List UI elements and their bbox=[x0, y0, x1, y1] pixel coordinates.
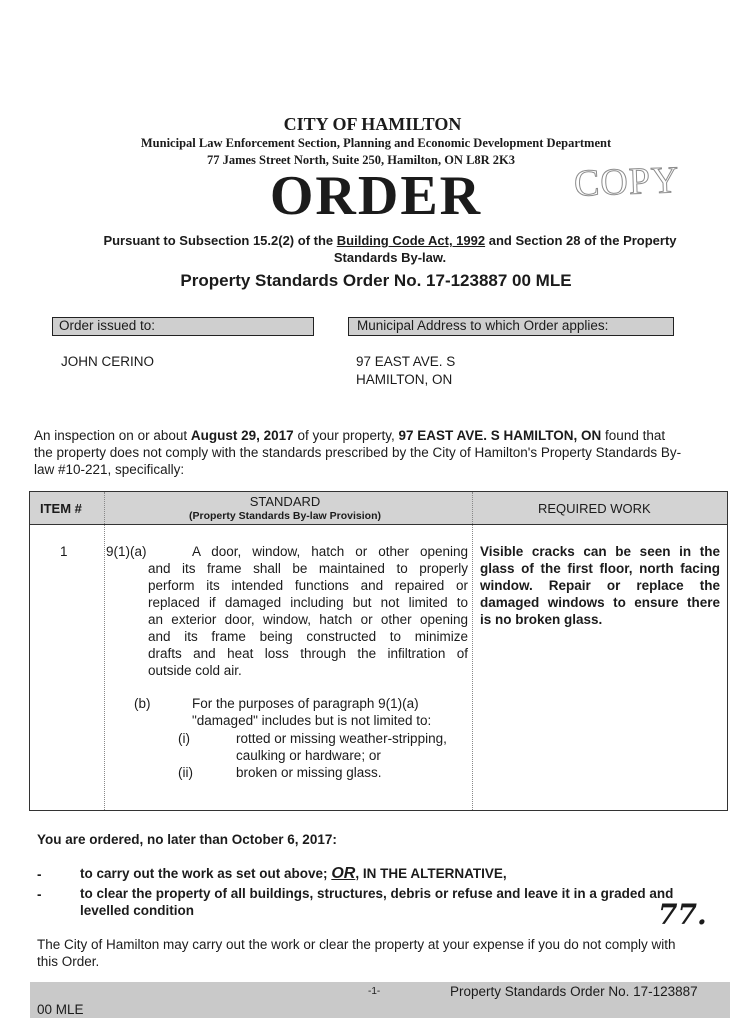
address-label: Municipal Address to which Order applies: bbox=[357, 318, 609, 333]
text-line: damaged windows to ensure there bbox=[480, 595, 720, 610]
text-line: rotted or missing weather-stripping, bbox=[236, 731, 447, 746]
issued-to-name: JOHN CERINO bbox=[61, 354, 155, 369]
text-line: outside cold air. bbox=[148, 663, 242, 678]
inspection-property: 97 EAST AVE. S HAMILTON, ON bbox=[398, 428, 602, 443]
col-standard-subheader: (Property Standards By-law Provision) bbox=[189, 510, 381, 522]
text-line: and its frame being constructed to minimize bbox=[148, 629, 468, 644]
pursuant-suffix: and Section 28 of the Property bbox=[488, 233, 677, 248]
inspection-line3: law #10-221, specifically: bbox=[34, 462, 185, 477]
footer-order-ref-suffix: 00 MLE bbox=[37, 1002, 84, 1017]
department-address: 77 James Street North, Suite 250, Hamilton, ON L8R 2K3 bbox=[206, 153, 516, 167]
ordered-heading: You are ordered, no later than October 6, 2017: bbox=[37, 832, 337, 847]
text-line: For the purposes of paragraph 9(1)(a) bbox=[192, 696, 419, 711]
pursuant-line2: Standards By-law. bbox=[333, 250, 447, 265]
row-item-number: 1 bbox=[60, 544, 68, 559]
standard-code-a: 9(1)(a) bbox=[106, 544, 147, 559]
city-name: CITY OF HAMILTON bbox=[283, 114, 462, 134]
option-1-or: OR bbox=[331, 865, 356, 882]
text-line: broken or missing glass. bbox=[236, 765, 382, 780]
closing-line1: The City of Hamilton may carry out the work or clear the property at your expense if you do not comply with bbox=[37, 937, 676, 952]
bullet: - bbox=[37, 867, 42, 882]
footer-band bbox=[30, 982, 730, 1018]
pursuant-clause bbox=[60, 232, 720, 266]
inspection-paragraph bbox=[34, 427, 724, 478]
issued-to-label: Order issued to: bbox=[59, 318, 156, 333]
column-divider bbox=[104, 492, 105, 810]
handwritten-note: 77. bbox=[658, 898, 707, 931]
col-work-header: REQUIRED WORK bbox=[538, 501, 651, 516]
option-1-text: to carry out the work as set out above; bbox=[80, 866, 328, 881]
issued-to-label-bar bbox=[52, 317, 314, 336]
required-work bbox=[480, 543, 720, 628]
standard-text-a-first: A door, window, hatch or other opening bbox=[192, 544, 468, 559]
address-line1: 97 EAST AVE. S bbox=[356, 354, 456, 369]
page-number: -1- bbox=[368, 986, 381, 997]
text-line: Visible cracks can be seen in the bbox=[480, 544, 720, 559]
order-option-2-line1: to clear the property of all buildings, structures, debris or refuse and leave it in a graded and bbox=[80, 886, 674, 901]
standards-table bbox=[29, 491, 728, 811]
address-label-bar bbox=[348, 317, 674, 336]
order-number: Property Standards Order No. 17-123887 00 MLE bbox=[180, 271, 572, 290]
address-line2: HAMILTON, ON bbox=[356, 372, 453, 387]
footer-order-ref: Property Standards Order No. 17-123887 bbox=[450, 984, 698, 999]
column-divider bbox=[472, 492, 473, 810]
text-line: replaced if damaged including but not limited to bbox=[148, 595, 468, 610]
text-line: is no broken glass. bbox=[480, 612, 603, 627]
text-line: an exterior door, window, hatch or other opening bbox=[148, 612, 468, 627]
text-line: "damaged" includes but is not limited to: bbox=[192, 713, 432, 728]
closing-line2: this Order. bbox=[37, 954, 100, 969]
department-name: Municipal Law Enforcement Section, Planning and Economic Development Department bbox=[140, 136, 612, 150]
option-1-tail: , IN THE ALTERNATIVE, bbox=[355, 866, 507, 881]
copy-stamp: COPY bbox=[573, 159, 681, 205]
text-line: and its frame shall be maintained to properly bbox=[148, 561, 468, 576]
order-option-1 bbox=[80, 865, 507, 882]
text-line: perform its intended functions and repaired or bbox=[148, 578, 468, 593]
sub-ii-text bbox=[236, 764, 472, 781]
standard-code-b: (b) bbox=[134, 696, 151, 711]
pursuant-prefix: Pursuant to Subsection 15.2(2) of the bbox=[103, 233, 334, 248]
building-code-act-link: Building Code Act, 1992 bbox=[336, 233, 486, 248]
text-line: window. Repair or replace the bbox=[480, 578, 720, 593]
inspection-t3: found that bbox=[605, 428, 666, 443]
col-standard-header: STANDARD bbox=[249, 494, 321, 509]
text-line: caulking or hardware; or bbox=[236, 748, 381, 763]
sub-i-label: (i) bbox=[178, 731, 190, 746]
text-line: glass of the first floor, north facing bbox=[480, 561, 720, 576]
document-title: ORDER bbox=[269, 165, 483, 227]
col-item-header: ITEM # bbox=[40, 501, 82, 516]
text-line: drafts and heat loss through the infiltration of bbox=[148, 646, 468, 661]
standard-text-a bbox=[148, 560, 468, 679]
inspection-t1: An inspection on or about bbox=[34, 428, 188, 443]
sub-ii-label: (ii) bbox=[178, 765, 193, 780]
order-option-2-line2: levelled condition bbox=[80, 903, 195, 918]
inspection-line2: the property does not comply with the standards prescribed by the City of Hamilton's Property Standards By- bbox=[34, 445, 682, 460]
sub-i-text bbox=[236, 730, 472, 764]
inspection-date: August 29, 2017 bbox=[190, 428, 294, 443]
inspection-t2: of your property, bbox=[297, 428, 395, 443]
standard-text-b bbox=[192, 695, 468, 729]
bullet: - bbox=[37, 887, 42, 902]
